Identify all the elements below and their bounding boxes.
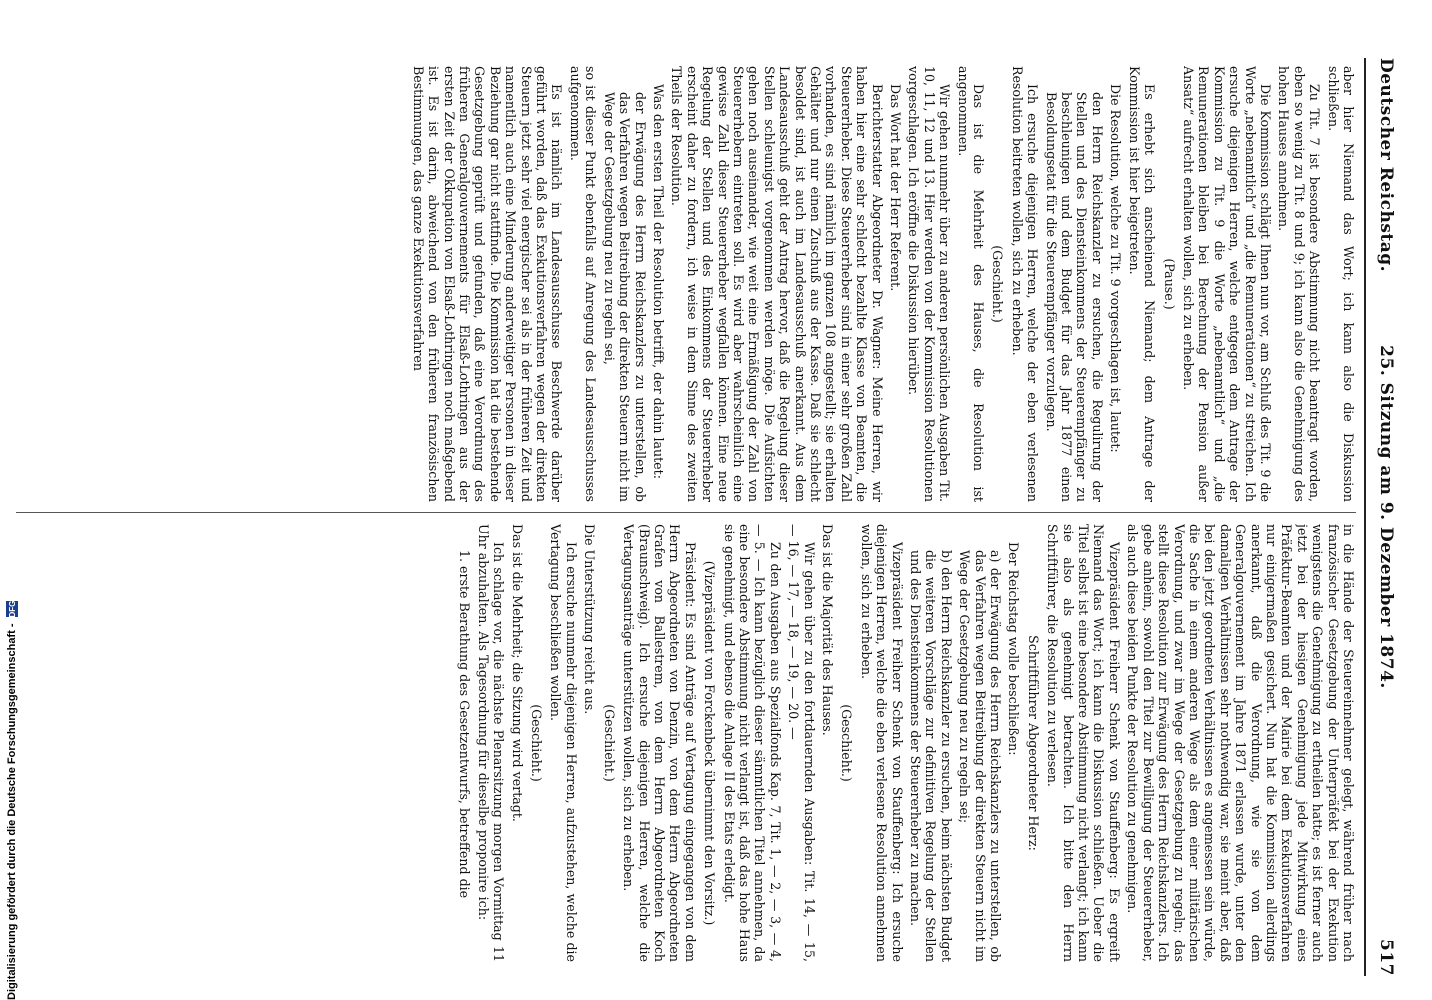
speech-paragraph: Präsident: Es sind Anträge auf Vertagung eingegangen von dem Herrn Abgeordneten von Denzin, von dem Herrn Abgeordneten Grafen von Ballestrem, von dem Herrn Abgeordneten Koch (Braunschweig). Ich ersuche diejenigen Herren, welche die Vertagungsanträge unterstützen wollen, sich zu erheben. <box>621 524 698 962</box>
resolution-item-b: b) den Herrn Reichskanzler zu ersuchen, beim nächsten Budget die weiteren Vorschläge zur definitiven Regelung der Stellen und des Diensteinkommens der Steuererheber zu machen. <box>908 550 954 962</box>
text-column-right <box>10 524 1356 962</box>
paragraph: Das Wort hat der Herr Referent. <box>888 84 904 292</box>
stage-note: (Geschieht.) <box>990 245 1006 323</box>
page-header <box>1368 58 1396 976</box>
quoted-resolution: den Herrn Reichskanzler zu ersuchen, die Regulirung der Stellen und des Diensteinkommens der Steuerempfänger zu beschleunigen und dem Budget für das Jahr 1877 einen Besoldungsetat für die Steuerempfänger vorzulegen. <box>1043 92 1105 502</box>
paragraph: Der Reichstag wolle beschließen: <box>1006 542 1022 756</box>
column-divider <box>16 512 1356 513</box>
paragraph: aber hier Niemand das Wort; ich kann also die Diskussion schließen. <box>1325 66 1356 502</box>
header-rule <box>1364 58 1366 976</box>
paragraph: Zu den Ausgaben aus Spezialfonds Kap. 7, Tit. 1, — 2, — 3, — 4, — 5. — Ich kann bezüglich dieser sämmtlichen Titel annehmen, da eine besondere Abstimmung nicht verlangt ist, daß das hohe Haus sie genehmigt, und ebenso die Anlage II des Etats erledigt. <box>721 524 783 962</box>
paragraph: Ich ersuche diejenigen Herren, welche der eben verlesenen Resolution beitreten wollen, sich zu erheben. <box>1009 66 1041 502</box>
paragraph: Das ist die Mehrheit des Hauses, die Resolution ist angenommen. <box>955 66 987 502</box>
speech-paragraph: Berichterstatter Abgeordneter Dr. Wagner: Meine Herren, wir haben hier eine sehr schlecht bezahlte Klasse von Beamten, die Steuererheber. Diese Steuererheber sind in einer sehr großen Zahl vorhanden, es sind nämlich im ganzen 108 angestellt; sie erhalten Gehälter und nur einen Zuschuß aus der Kasse. Daß sie schlecht besoldet sind, ist auch im Landesausschuß anerkannt. Aus dem Landesausschuß geht der Antrag hervor, daß die Regelung dieser Stellen schleunigst vorgenommen werden möge. Die Aufsichten gehen noch auseinander, wie weit eine Ermäßigung der Zahl von Steuererhebern eintreten soll. Es wird aber wahrscheinlich eine gewisse Zahl dieser Steuererheber wegfallen können. Eine neue Regelung der Stellen und des Einkommens der Steuererheber erscheint daher zu fordern, ich weise in dem Sinne des zweiten Theils der Resolution. <box>669 66 885 502</box>
speech-paragraph: Vizepräsident Freiherr Schenk von Stauffenberg: Ich ersuche diejenigen Herren, welche die eben verlesene Resolution annehmen wollen, sich zu erheben. <box>858 524 905 962</box>
paragraph: Die Kommission schlägt Ihnen nun vor, am Schluß des Tit. 9 die Worte „nebenamtlich“ und „die Remunerationen“ zu streichen. Ich ersuche diejenigen Herren, welche entgegen dem Antrage der Kommission zu Tit. 9 die Worte „nebenamtlich“ und „die Remunerationen bleiben bei Berechnung der Pension außer Ansatz“ aufrecht erhalten wollen, sich zu erheben. <box>1180 66 1273 502</box>
paragraph: Ich schlage vor, die nächste Plenarsitzung morgen Vormittag 11 Uhr abzuhalten. Als Tagesordnung für dieselbe proponire ich: <box>475 524 507 962</box>
speaker-line: Schriftführer Abgeordneter Herz: <box>1025 635 1041 851</box>
paragraph: Die Unterstützung reicht aus. <box>582 524 598 715</box>
speech-paragraph: Vizepräsident Freiherr Schenk von Stauffenberg: Es ergreift Niemand das Wort; ich kann die Diskussion schließen. Ueber die Titel selbst ist eine besondere Abstimmung nicht verlangt; ich kann sie also als genehmigt betrachten. Ich bitte den Herrn Schriftführer, die Resolution zu verlesen. <box>1045 524 1122 962</box>
stage-note: (Geschieht.) <box>839 704 855 782</box>
paragraph: Es erhebt sich anscheinend Niemand; dem Antrage der Kommission ist hier beigetreten. <box>1126 66 1158 502</box>
paragraph: Was den ersten Theil der Resolution betrifft, der dahin lautet: <box>650 84 666 479</box>
watermark-text: Digitalisierung gefördert durch die Deutsche Forschungsgemeinschaft - <box>6 623 18 1000</box>
stage-note: (Geschieht.) <box>601 704 617 782</box>
paragraph: Ich ersuche nunmehr diejenigen Herren, aufzustehen, welche die Vertagung beschließen wollen. <box>548 524 579 962</box>
paragraph: Zu Tit. 7 ist besondere Abstimmung nicht beantragt worden, eben so wenig zu Tit. 8 und 9; ich kann also die Genehmigung des hohen Hauses annehmen. <box>1276 66 1323 502</box>
digitization-watermark <box>2 600 22 1000</box>
paragraph: Es ist nämlich im Landesausschusse Beschwerde darüber geführt worden, daß das Exekutionsverfahren wegen der direkten Steuern jetzt sehr viel energischer sei als in der früheren Zeit und namentlich auch eine Minderung anderweitiger Personen in dieser Beziehung gar nicht stattfinde. Die Kommission hat die bestehende Gesetzgebung geprüft und gefunden, daß eine Verordnung des früheren Generalgouvernements für Elsaß-Lothringen aus der ersten Zeit der Okkupation von Elsaß-Lothringen noch maßgebend ist. Es ist darin, abweichend von den früheren französischen Bestimmungen, das ganze Exekutionsverfahren <box>410 66 565 502</box>
session-title: 25. Sitzung am 9. Dezember 1874. <box>1376 345 1396 689</box>
page-number: 517 <box>1376 939 1396 976</box>
dfg-logo-icon: DFG <box>7 600 17 618</box>
paragraph: Die Resolution, welche zu Tit. 9 vorgeschlagen ist, lautet: <box>1108 84 1124 453</box>
quoted-resolution: der Erwägung des Herrn Reichskanzlers zu unterstellen, ob das Verfahren wegen Beitreibung der direkten Steuern nicht im Wege der Gesetzgebung neu zu regeln sei, <box>601 92 648 502</box>
paragraph: in die Hände der Steuereinnehmer gelegt, während früher nach französischer Gesetzgebung der Unterpräfekt bei der Exekution wenigstens die Genehmigung zu ertheilen hatte; es ist ferner auch jetzt bei der hiesigen Genehmigung jede Mitwirkung eines Präfektur-Beamten und der Mairie bei dem Exekutionsverfahren nur einigermaßen gesichert. Nun hat die Kommission allerdings anerkannt, daß die Verordnung, wie sie von dem Generalgouvernement im Jahre 1871 erlassen wurde, unter den damaligen Verhältnissen sehr nothwendig war, sie meint aber, daß bei den jetzt geordneten Verhältnissen es angemessen sein würde, die Sache in einem anderen Wege als dem einer militärischen Verordnung, und zwar im Wege der Gesetzgebung zu regeln; das stellt diese Resolution zur Erwägung des Herrn Reichskanzlers. Ich gebe anheim, sowohl den Titel zur Bewilligung der Steuererheber, als auch diese beiden Punkte der Resolution zu genehmigen. <box>1125 524 1356 962</box>
agenda-item: 1. erste Berathung des Gesetzentwurfs, betreffend die <box>457 550 473 899</box>
paragraph: Wir gehen nunmehr über zu anderen persönlichen Ausgaben Tit. 10, 11, 12 und 13. Hier werden von der Kommission Resolutionen vorgeschlagen. Ich eröffne die Diskussion hierüber. <box>906 66 953 502</box>
paragraph: Das ist die Majorität des Hauses. <box>820 524 835 736</box>
resolution-item-a: a) der Erwägung des Herrn Reichskanzlers zu unterstellen, ob das Verfahren wegen Beitreibung der direkten Steuern nicht im Wege der Gesetzgebung neu zu regeln sei; <box>957 550 1004 962</box>
paragraph: so ist dieser Punkt ebenfalls auf Anregung des Landesausschusses aufgenommen. <box>567 66 599 502</box>
journal-name: Deutscher Reichstag. <box>1376 58 1396 273</box>
stage-note: (Geschieht.) <box>529 704 545 782</box>
stage-note: (Vizepräsident von Forckenbeck übernimmt den Vorsitz.) <box>702 560 718 926</box>
paragraph: Das ist die Mehrheit; die Sitzung wird vertagt. <box>509 524 525 822</box>
text-column-left <box>10 66 1356 502</box>
paragraph: Wir gehen über zu den fortdauernden Ausgaben: Tit. 14, — 15, — 16, — 17, — 18, — 19, — 20. — <box>786 524 817 962</box>
stage-note: (Pause.) <box>1161 258 1177 310</box>
